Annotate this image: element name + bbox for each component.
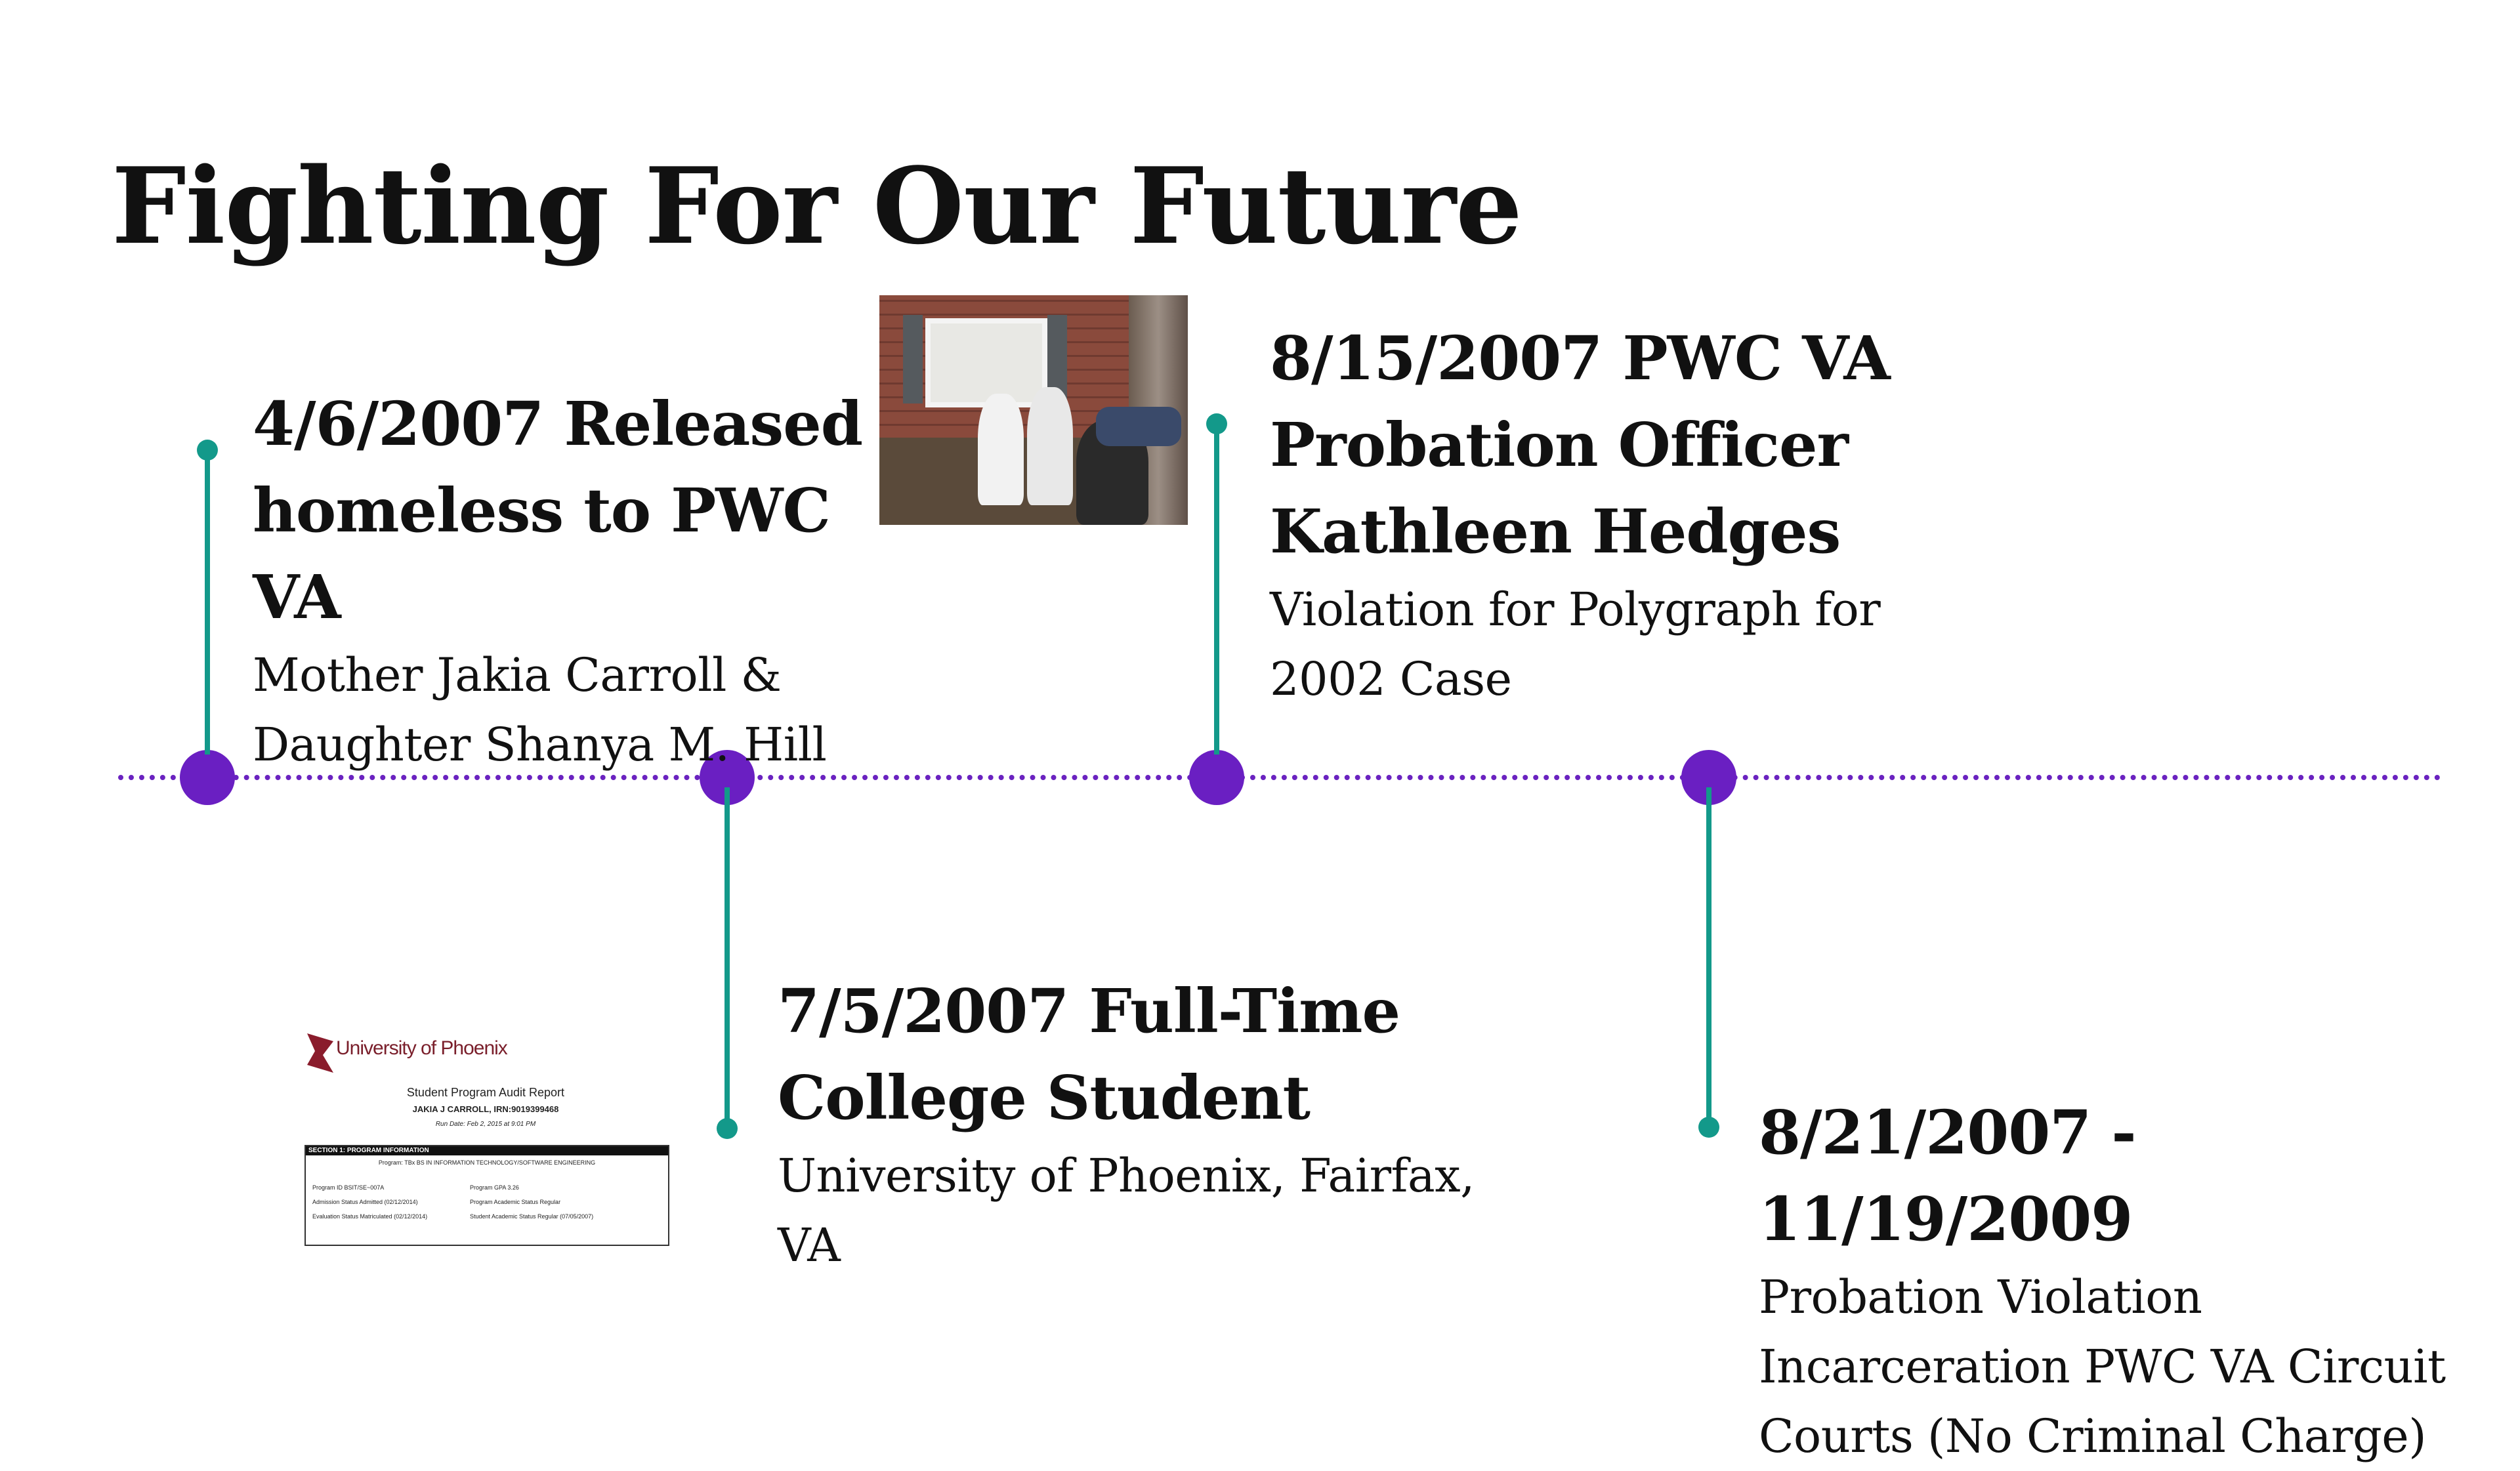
report-title: Student Program Audit Report (406, 1086, 565, 1099)
photo-window (925, 318, 1047, 407)
audit-report-document (295, 1027, 676, 1253)
university-logo-text: University of Phoenix (336, 1037, 507, 1059)
event-2-heading: 7/5/2007 Full-Time College Student (778, 976, 1400, 1133)
timeline-event-1 (253, 381, 883, 779)
report-section-box (304, 1145, 669, 1246)
report-program-line: Program: TBx BS IN INFORMATION TECHNOLOGY/SOFTWARE ENGINEERING (378, 1159, 596, 1166)
timeline-stem-dot-1 (197, 440, 218, 461)
timeline-stem-dot-2 (717, 1118, 738, 1139)
timeline-event-4 (1759, 1089, 2481, 1471)
timeline-stem-dot-4 (1698, 1117, 1719, 1138)
timeline-stem-2 (724, 787, 730, 1129)
report-student-line: JAKIA J CARROLL, IRN:9019399468 (412, 1104, 559, 1114)
timeline-stem-1 (205, 453, 210, 755)
report-field: Program ID BSIT/SE~007A (312, 1184, 385, 1191)
event-1-heading: 4/6/2007 Released homeless to PWC VA (253, 388, 863, 632)
timeline-node-3 (1189, 750, 1244, 805)
photo-bicycle (1096, 407, 1181, 446)
event-3-heading: 8/15/2007 PWC VA Probation Officer Kathleen Hedges (1270, 323, 1890, 567)
report-field: Admission Status Admitted (02/12/2014) (312, 1199, 418, 1205)
event-3-detail: Violation for Polygraph for 2002 Case (1270, 583, 1881, 706)
report-run-date: Run Date: Feb 2, 2015 at 9:01 PM (435, 1121, 536, 1128)
event-2-detail: University of Phoenix, Fairfax, VA (778, 1149, 1475, 1272)
timeline-stem-4 (1706, 787, 1712, 1129)
report-field: Evaluation Status Matriculated (02/12/2014) (312, 1213, 428, 1220)
university-logo-icon (307, 1033, 333, 1073)
timeline-event-3 (1270, 315, 1893, 714)
photo-person-2 (1027, 387, 1073, 505)
event-4-heading: 8/21/2007 - 11/19/2009 (1759, 1097, 2136, 1254)
timeline-stem-3 (1214, 426, 1219, 755)
event-4-detail: Probation Violation Incarceration PWC VA Circuit Courts (No Criminal Charge) (1759, 1270, 2446, 1463)
family-photo (879, 295, 1188, 525)
photo-shutter-left (903, 315, 923, 404)
page-title: Fighting For Our Future (112, 144, 1522, 268)
photo-person-1 (978, 394, 1024, 505)
event-1-detail: Mother Jakia Carroll & Daughter Shanya M. Hill (253, 648, 827, 772)
timeline-stem-dot-3 (1206, 413, 1227, 434)
report-field: Student Academic Status Regular (07/05/2007) (470, 1213, 594, 1220)
timeline-event-2 (778, 968, 1486, 1280)
report-field: Program Academic Status Regular (470, 1199, 561, 1205)
report-field: Program GPA 3.26 (470, 1184, 519, 1191)
report-section-label: SECTION 1: PROGRAM INFORMATION (306, 1146, 668, 1155)
timeline-node-1 (180, 750, 235, 805)
